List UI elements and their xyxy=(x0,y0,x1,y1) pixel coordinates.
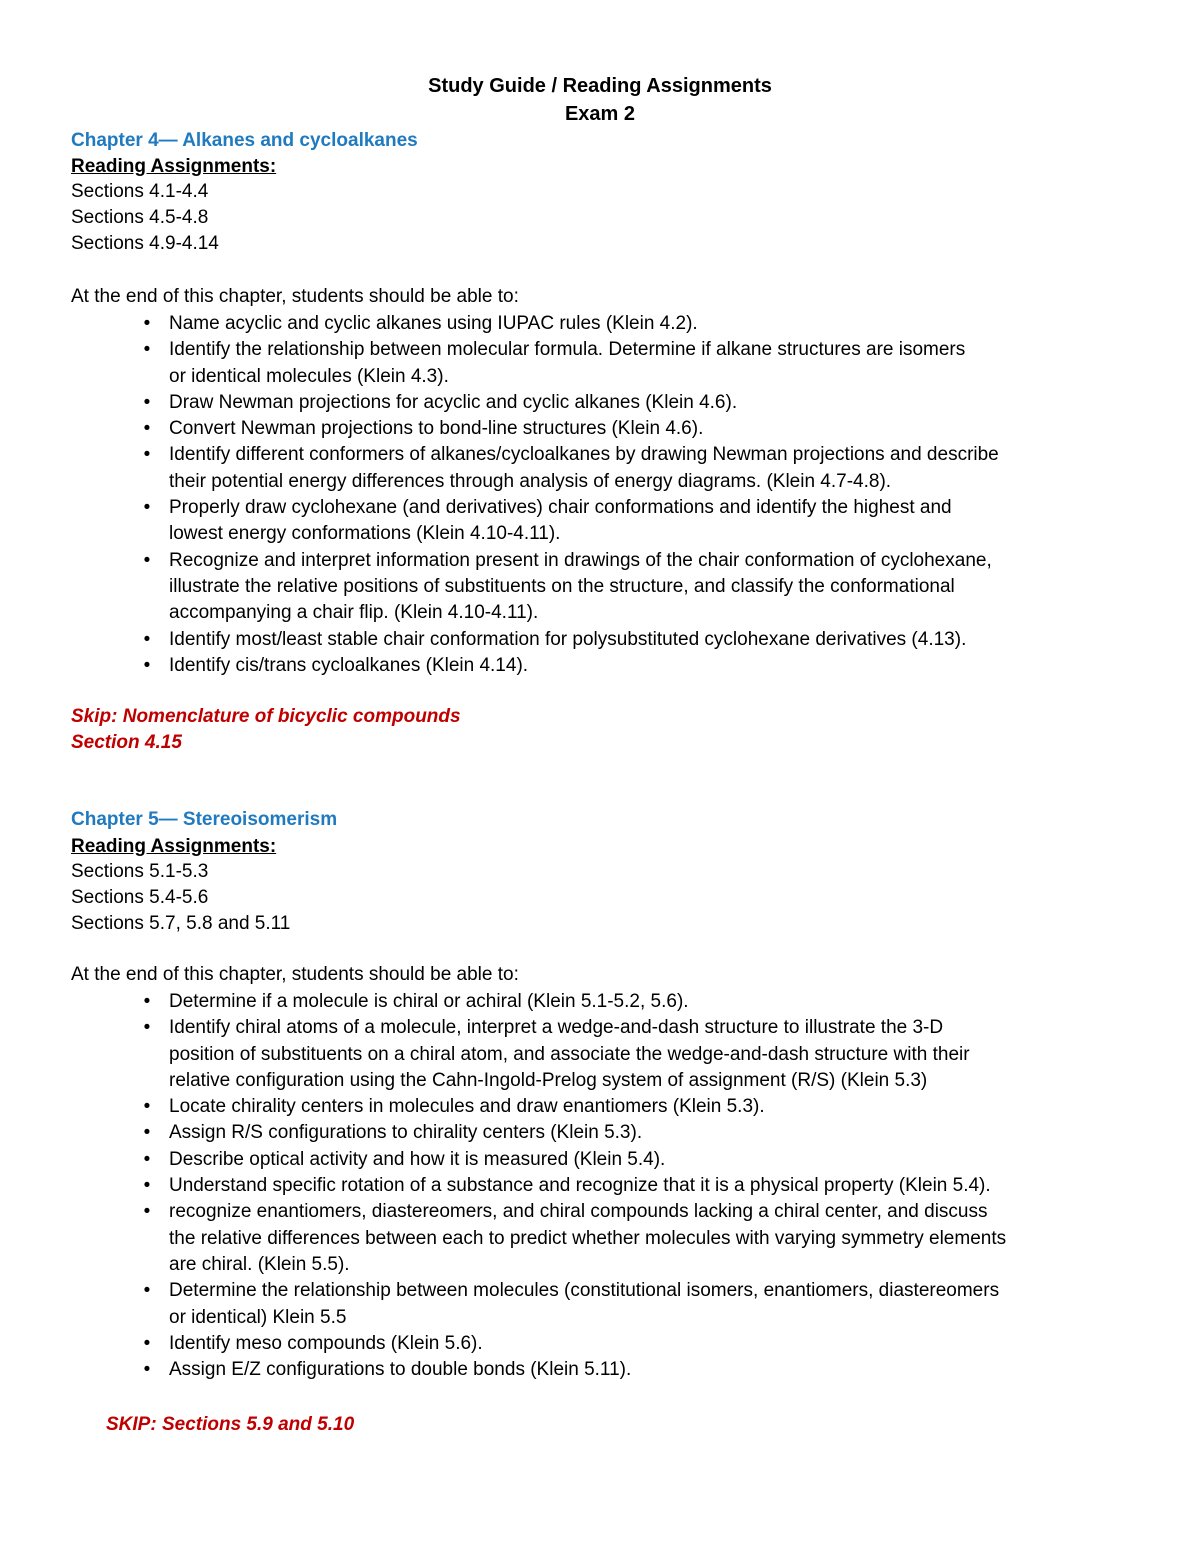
chapter5-section: Sections 5.7, 5.8 and 5.11 xyxy=(71,913,291,934)
bullet-icon: • xyxy=(143,1359,151,1381)
objective-item: • Identify meso compounds (Klein 5.6). xyxy=(140,1331,1170,1357)
chapter5-reading-label: Reading Assignments: xyxy=(71,836,277,857)
chapter4-reading-label: Reading Assignments: xyxy=(71,156,277,177)
objective-item: • Describe optical activity and how it is measured (Klein 5.4). xyxy=(140,1147,1170,1173)
bullet-icon: • xyxy=(143,444,151,466)
chapter5-skip-note: SKIP: Sections 5.9 and 5.10 xyxy=(106,1414,355,1435)
bullet-icon: • xyxy=(143,1332,151,1354)
bullet-icon: • xyxy=(143,991,151,1012)
chapter4-section: Sections 4.9-4.14 xyxy=(71,233,219,254)
bullet-icon: • xyxy=(143,391,151,413)
chapter4-skip-section: Section 4.15 xyxy=(71,732,182,753)
bullet-icon: • xyxy=(143,418,151,440)
objective-item: • Identify chiral atoms of a molecule, interpret a wedge-and-dash structure to illustrate the 3-D position of substituents on a chiral atom, and associate the wedge-and-dash structure with their relative configuration using the Cahn-Ingold-Prelog system of assignment (R/S) (Klein 5.3) xyxy=(140,1015,1170,1094)
objective-item: • recognize enantiomers, diastereomers, and chiral compounds lacking a chiral center, and discuss the relative differences between each to predict whether molecules with varying symmetry elements are chiral. (Klein 5.5). xyxy=(140,1199,1170,1278)
objective-item: • Assign R/S configurations to chirality centers (Klein 5.3). xyxy=(140,1120,1170,1146)
bullet-icon: • xyxy=(143,1201,151,1223)
document-title: Study Guide / Reading Assignments xyxy=(428,75,772,97)
bullet-icon: • xyxy=(143,1096,151,1118)
objective-item: • Determine if a molecule is chiral or achiral (Klein 5.1-5.2, 5.6). xyxy=(140,989,1170,1015)
objective-item: • Assign E/Z configurations to double bonds (Klein 5.11). xyxy=(140,1357,1170,1383)
objective-item: • Identify different conformers of alkanes/cycloalkanes by drawing Newman projections and describe their potential energy differences through analysis of energy diagrams. (Klein 4.7-4.8). xyxy=(140,442,1160,495)
objective-item: • Identify most/least stable chair conformation for polysubstituted cyclohexane derivatives (4.13). xyxy=(140,627,1160,653)
objective-item: • Draw Newman projections for acyclic and cyclic alkanes (Klein 4.6). xyxy=(140,390,1160,416)
chapter5-intro: At the end of this chapter, students should be able to: xyxy=(71,964,519,985)
bullet-icon: • xyxy=(143,654,151,676)
chapter4-section: Sections 4.1-4.4 xyxy=(71,181,209,202)
objective-item: • Understand specific rotation of a substance and recognize that it is a physical property (Klein 5.4). xyxy=(140,1173,1170,1199)
chapter4-section: Sections 4.5-4.8 xyxy=(71,207,209,228)
chapter5-section: Sections 5.1-5.3 xyxy=(71,861,209,882)
chapter4-heading: Chapter 4— Alkanes and cycloalkanes xyxy=(71,130,418,151)
bullet-icon: • xyxy=(143,1017,151,1039)
bullet-icon: • xyxy=(143,339,151,361)
chapter4-intro: At the end of this chapter, students should be able to: xyxy=(71,286,519,307)
objective-item: • Identify cis/trans cycloalkanes (Klein 4.14). xyxy=(140,653,1160,679)
bullet-icon: • xyxy=(143,1175,151,1197)
bullet-icon: • xyxy=(143,1148,151,1170)
bullet-icon: • xyxy=(143,1122,151,1144)
chapter5-section: Sections 5.4-5.6 xyxy=(71,887,209,908)
chapter4-objectives xyxy=(140,311,1160,679)
objective-item: • Name acyclic and cyclic alkanes using IUPAC rules (Klein 4.2). xyxy=(140,311,1160,337)
objective-item: • Recognize and interpret information present in drawings of the chair conformation of cyclohexane, illustrate the relative positions of substituents on the structure, and classify the conformational accompanying a chair flip. (Klein 4.10-4.11). xyxy=(140,548,1160,627)
bullet-icon: • xyxy=(143,628,151,650)
objective-item: • Determine the relationship between molecules (constitutional isomers, enantiomers, diastereomers or identical) Klein 5.5 xyxy=(140,1278,1170,1331)
bullet-icon: • xyxy=(143,313,151,334)
chapter5-heading: Chapter 5— Stereoisomerism xyxy=(71,809,338,830)
document-subtitle: Exam 2 xyxy=(564,103,636,125)
objective-item: • Locate chirality centers in molecules and draw enantiomers (Klein 5.3). xyxy=(140,1094,1170,1120)
chapter5-objectives xyxy=(140,989,1170,1383)
chapter4-skip-note: Skip: Nomenclature of bicyclic compounds xyxy=(71,706,461,727)
bullet-icon: • xyxy=(143,549,151,571)
objective-item: • Convert Newman projections to bond-line structures (Klein 4.6). xyxy=(140,416,1160,442)
objective-item: • Properly draw cyclohexane (and derivatives) chair conformations and identify the highest and lowest energy conformations (Klein 4.10-4.11). xyxy=(140,495,1160,548)
bullet-icon: • xyxy=(143,1280,151,1302)
bullet-icon: • xyxy=(143,497,151,519)
objective-item: • Identify the relationship between molecular formula. Determine if alkane structures are isomers or identical molecules (Klein 4.3). xyxy=(140,337,1160,390)
